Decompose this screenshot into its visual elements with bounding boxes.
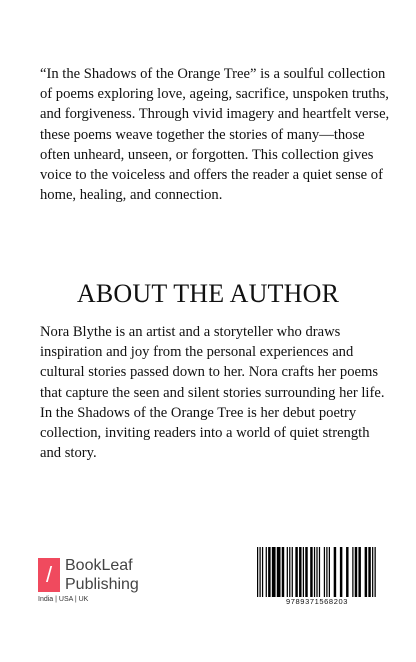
barcode-bar xyxy=(324,547,325,597)
publisher-name-line1: BookLeaf xyxy=(65,557,133,574)
barcode-bar xyxy=(292,547,293,597)
barcode-bar xyxy=(372,547,373,597)
publisher-logo xyxy=(38,552,168,612)
barcode-bar xyxy=(334,547,336,597)
barcode-bar xyxy=(358,547,360,597)
barcode-bar xyxy=(277,547,281,597)
barcode-bar xyxy=(282,547,284,597)
barcode-bar xyxy=(355,547,357,597)
about-author-heading: ABOUT THE AUTHOR xyxy=(76,279,340,308)
publisher-logo-mark: / xyxy=(38,558,60,592)
barcode-bar xyxy=(272,547,276,597)
back-cover-blurb: “In the Shadows of the Orange Tree” is a soulful collection of poems exploring love, ageing, sacrifice, unspoken truths, and forgiveness. Through vivid imagery and heartfelt verse, these poems weave together the stories of many—those often unheard, unseen, or forgotten. This collection gives voice to the voiceless and offers the reader a quiet sense of home, healing, and connection. xyxy=(40,66,390,204)
author-bio: Nora Blythe is an artist and a storyteller who draws inspiration and joy from the personal experiences and cultural stories passed down to her. Nora crafts her poems that capture the seen and silent stories surrounding her life. In the Shadows of the Orange Tree is her debut poetry collection, inviting readers into a world of quiet strength and story. xyxy=(40,324,385,462)
barcode-bar xyxy=(310,547,312,597)
barcode-bar xyxy=(368,547,370,597)
barcode-bar xyxy=(329,547,330,597)
barcode-bar xyxy=(303,547,304,597)
barcode-bar xyxy=(305,547,307,597)
barcode-bar xyxy=(340,547,342,597)
publisher-name xyxy=(65,556,139,594)
isbn-barcode xyxy=(253,545,381,611)
barcode-bar xyxy=(346,547,348,597)
barcode-bar xyxy=(375,547,376,597)
barcode-bar xyxy=(289,547,290,597)
barcode-bar xyxy=(365,547,367,597)
barcode-bar xyxy=(326,547,327,597)
barcode-bar xyxy=(259,547,260,597)
barcode-bar xyxy=(352,547,353,597)
barcode-bar xyxy=(295,547,297,597)
isbn-number: 9789371568203 xyxy=(285,597,349,606)
barcode-bar xyxy=(319,547,320,597)
barcode-bar xyxy=(262,547,263,597)
barcode-bar xyxy=(287,547,288,597)
publisher-regions: India | USA | UK xyxy=(38,596,89,603)
barcode-bar xyxy=(266,547,267,597)
barcode-bar xyxy=(316,547,317,597)
barcode-bar xyxy=(268,547,270,597)
barcode-bar xyxy=(299,547,301,597)
barcode-bars xyxy=(255,547,379,597)
publisher-name-line2: Publishing xyxy=(65,576,139,593)
barcode-bar xyxy=(314,547,315,597)
barcode-bar xyxy=(257,547,258,597)
